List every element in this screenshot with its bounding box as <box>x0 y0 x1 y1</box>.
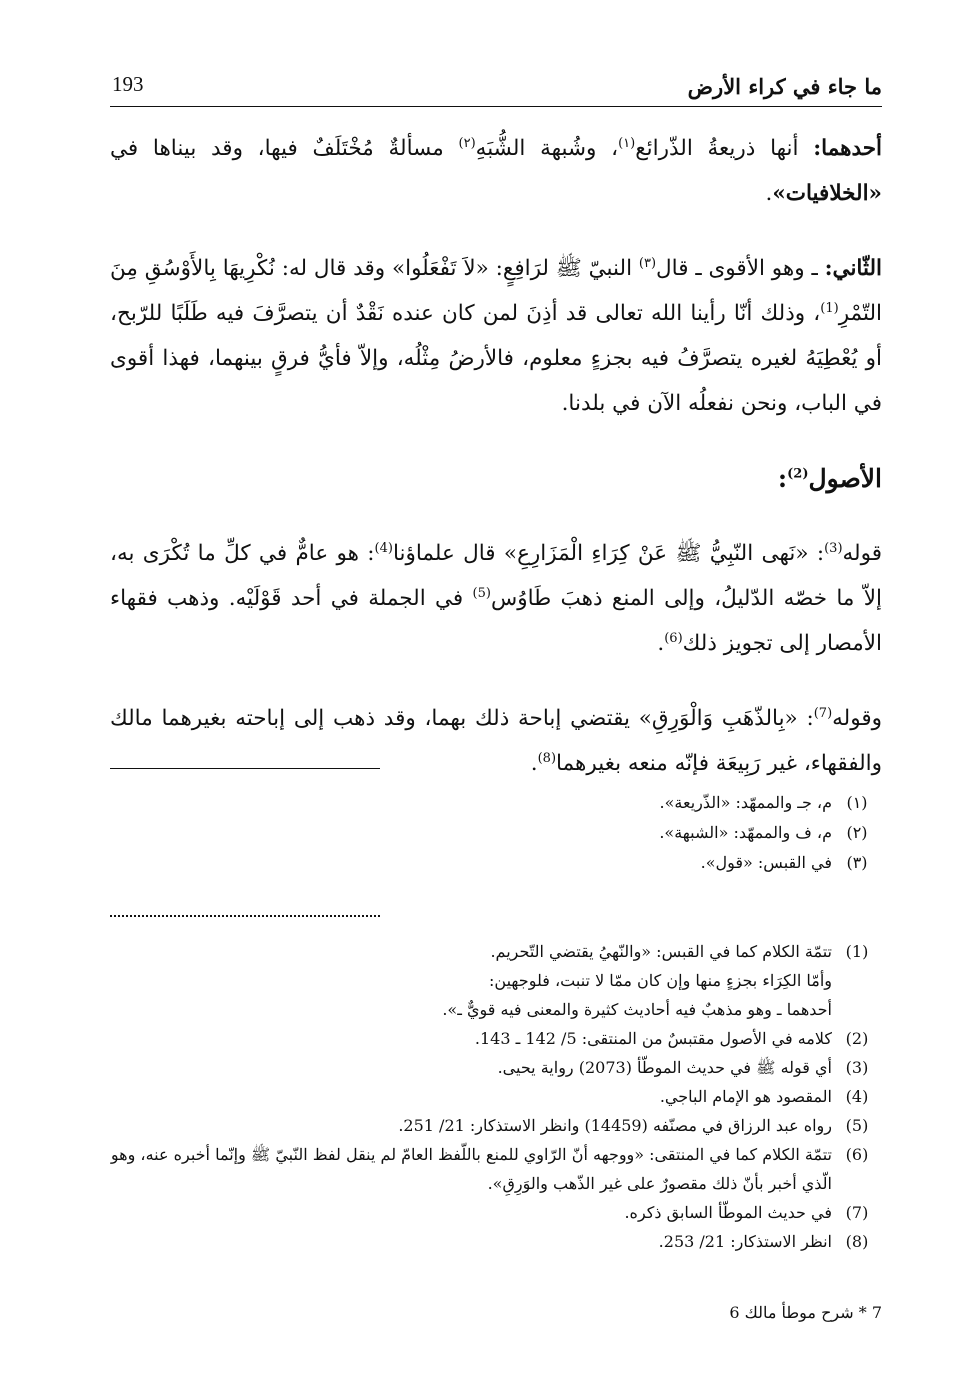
footnote <box>110 1053 882 1082</box>
paragraph-first-reason <box>110 126 882 216</box>
paragraph-text: ، وذلك أنّا رأينا الله تعالى قد أذِنَ لمن كان عنده نَقْدٌ أن يتصرَّفَ فيه طَلَبًا للرّبح، أو يُعْطِيَهُ لغيره يتصرَّفُ فيه بجزءٍ معلوم، فالأرضُ مِثْلُه، وإلاّ فأيُّ فرقٍ بينهما، فهذا أقوى في الباب، ونحن نفعلُه الآن في بلدنا. <box>110 301 882 416</box>
footnote <box>110 1024 882 1053</box>
footnote <box>110 818 882 848</box>
paragraph-text: . <box>765 181 773 206</box>
page-header <box>110 64 882 107</box>
footnote-number: (٣) <box>846 853 868 872</box>
paragraph-lead: الثّاني: <box>824 256 882 281</box>
footnote-ref: (4) <box>374 540 393 556</box>
footnote-number: (6) <box>845 1145 869 1164</box>
footnote-number <box>832 995 882 1024</box>
running-title: ما جاء في كراء الأرض <box>687 74 882 99</box>
footnote <box>110 937 882 966</box>
footnote-number: (4) <box>845 1087 869 1106</box>
footnote-continuation <box>110 966 882 995</box>
book-title: «الخلافيات» <box>772 181 882 206</box>
heading-colon: : <box>777 464 788 493</box>
footnote-text: المقصود هو الإمام الباجي. <box>659 1087 832 1106</box>
footnote-text: في القبس: «قول». <box>700 853 832 872</box>
footnote-number: (7) <box>845 1203 869 1222</box>
paragraph-text: ـ وهو الأقوى ـ قال <box>656 256 825 281</box>
footnote-number <box>832 966 882 995</box>
paragraph-text: وقوله <box>832 706 882 731</box>
footnote-text: أحدهما ـ وهو مذهبٌ فيه أحاديث كثيرة والمعنى فيه قويٌّ ـ». <box>442 1000 832 1019</box>
footnote-continuation <box>110 995 882 1024</box>
footnote-number: (5) <box>845 1116 869 1135</box>
dotted-separator <box>110 915 380 917</box>
footnote-text: تتمّة الكلام كما في المنتقى: «ووجهه أنّ الرّاوي للمنع باللّفظ العامّ لم ينقل لفظ النّبيّ ﷺ وإنّما أخبره عنه، وهو الّذي أخبر بأنّ ذلك مقصورٌ على غير الذّهب والوَرِقِ». <box>110 1145 832 1193</box>
paragraph-text: أنها ذريعةُ الذّرائع <box>635 136 814 161</box>
footnote-number: (١) <box>846 793 868 812</box>
footnote-number: (2) <box>845 1029 869 1048</box>
footnote-ref: (6) <box>664 630 683 646</box>
footnote-ref: (١) <box>618 135 636 151</box>
footnote-text: انظر الاستذكار: 21/ 253. <box>658 1232 832 1251</box>
footnote-text: م، ف والممهّد: «الشبهة». <box>659 823 832 842</box>
footnote <box>110 1227 882 1256</box>
paragraph-text: قوله <box>842 541 882 566</box>
paragraph-usul-2 <box>110 696 882 786</box>
footnote-number: (3) <box>845 1058 869 1077</box>
source-footnotes <box>110 937 882 1256</box>
footnote-text: كلامه في الأصول مقتبسٌ من المنتقى: 5/ 142 ـ 143. <box>474 1029 832 1048</box>
footnote-text: وأمّا الكِرَاء بجزءٍ منها وإن كان ممّا لا تنبت، فلوجهين: <box>489 971 832 990</box>
paragraph-text: . <box>530 751 538 776</box>
section-heading <box>110 456 882 501</box>
footnote-number: (8) <box>845 1232 869 1251</box>
footnote-text: تتمّة الكلام كما في القبس: «والنّهيُ يقتضي التّحريم. <box>490 942 832 961</box>
footnote <box>110 1111 882 1140</box>
paragraph-text: ، وشُبهة الشُّبَهِ <box>475 136 619 161</box>
footnote-ref: (5) <box>472 585 491 601</box>
footnote-separator <box>110 768 380 769</box>
paragraph-text: : «بِالذّهَبِ وَالْوَرِقِ» يقتضي إباحة ذلك بهما، وقد ذهب إلى إباحته بغيرهما مالك والفقهاء، غير رَبِيعَة فإنّه منعه بغيرهما <box>110 706 882 776</box>
page-number: 193 <box>112 72 144 96</box>
footnote-ref: (2) <box>787 466 809 482</box>
footnote-number: (1) <box>845 942 869 961</box>
paragraph-text: . <box>657 631 665 656</box>
footnote-text: في حديث الموطّأ السابق ذكره. <box>624 1203 832 1222</box>
footnote <box>110 1082 882 1111</box>
footnote <box>110 1140 882 1198</box>
footnote-ref: (1) <box>820 300 839 316</box>
footnote-ref: (7) <box>813 705 833 721</box>
footnote-text: رواه عبد الرزاق في مصنّفه (14459) وانظر الاستذكار: 21/ 251. <box>398 1116 832 1135</box>
paragraph-text: : هو عامٌّ في كلِّ ما تُكْرَى به، إلاّ ما خصّه الدّليلُ، وإلى المنع ذهبَ طَاوُس <box>110 541 882 611</box>
footnote-text: أي قوله ﷺ في حديث الموطّأ (2073) رواية يحيى. <box>497 1058 832 1077</box>
footnote-number: (٢) <box>846 823 868 842</box>
footnote-ref: (٢) <box>458 135 476 151</box>
heading-text: الأصول <box>808 464 882 493</box>
printer-signature: 7 * شرح موطأ مالك 6 <box>729 1303 882 1322</box>
paragraph-text: مسألةٌ مُخْتَلَفٌ فيها، وقد بيناها في <box>110 136 459 161</box>
paragraph-text: : «نَهى النّبِيُّ ﷺ عَنْ كِرَاءِ الْمَزَارِعِ» قال علماؤنا <box>392 541 825 566</box>
paragraph-text: النبيّ ﷺ لرَافِعٍ: «لاَ تَفْعَلُوا» وقد قال له: نُكْرِيهَا بِالأَوْسُقِ مِنَ التّمْرِ <box>110 256 882 326</box>
footnote <box>110 1198 882 1227</box>
paragraph-text: في الجملة في أحد قَوْلَيْه. وذهب فقهاء الأمصار إلى تجويز ذلك <box>110 586 882 656</box>
footnote <box>110 848 882 878</box>
paragraph-usul-1 <box>110 531 882 666</box>
paragraph-lead: أحدهما: <box>813 136 883 161</box>
footnote-ref: (3) <box>824 540 843 556</box>
footnote-ref: (٣) <box>638 255 657 271</box>
footnote-ref: (8) <box>537 750 557 766</box>
footnote <box>110 788 882 818</box>
editor-footnotes <box>110 788 882 878</box>
paragraph-second-reason <box>110 246 882 426</box>
main-text <box>110 126 882 816</box>
footnote-text: م، جـ والممهّد: «الذّريعة». <box>659 793 832 812</box>
